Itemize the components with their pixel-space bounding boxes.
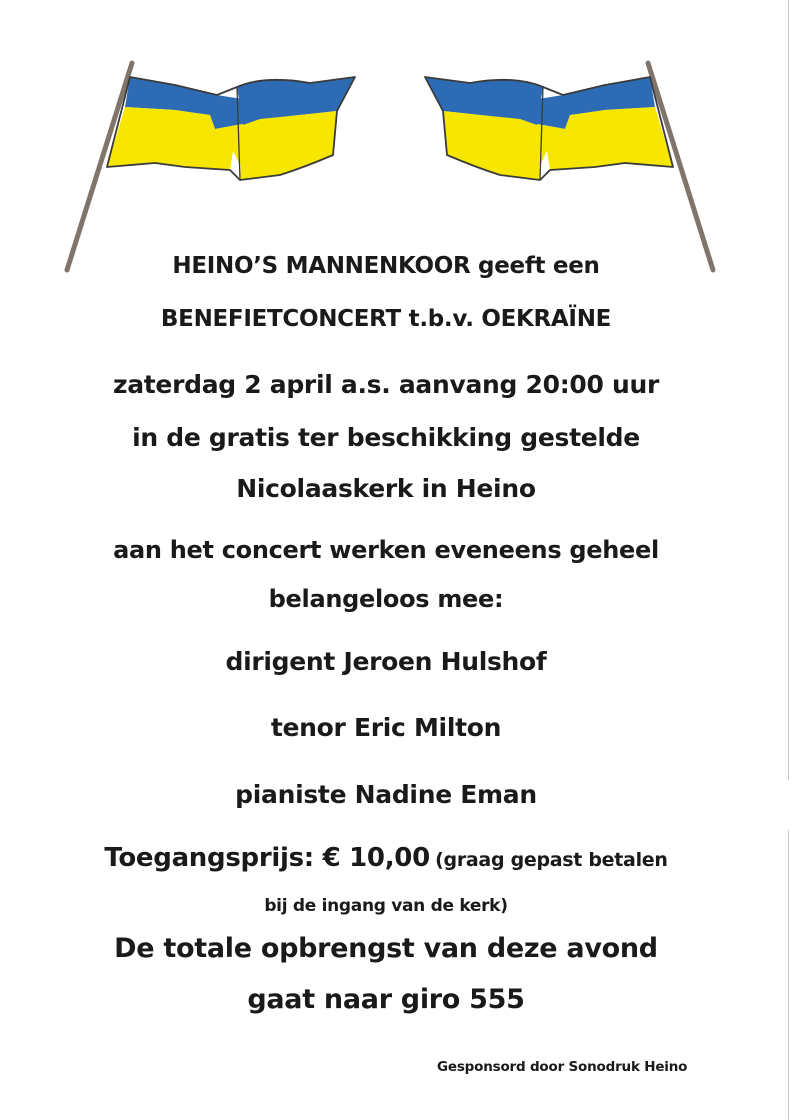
admission-line [0, 843, 772, 873]
admission-note-line-2: bij de ingang van de kerk) [264, 896, 508, 916]
ukraine-flag-left-icon [55, 55, 365, 280]
event-location-line-2: Nicolaaskerk in Heino [236, 474, 536, 503]
conductor: dirigent Jeroen Hulshof [225, 647, 547, 676]
page-edge-line [788, 0, 789, 780]
ukraine-flag-right-icon [415, 55, 725, 280]
pianist: pianiste Nadine Eman [235, 780, 537, 809]
admission-price: Toegangsprijs: € 10,00 [104, 843, 430, 873]
heading-line-2: BENEFIETCONCERT t.b.v. OEKRAÏNE [160, 306, 612, 332]
event-date: zaterdag 2 april a.s. aanvang 20:00 uur [112, 370, 660, 399]
heading-line-1: HEINO’S MANNENKOOR geeft een [172, 253, 600, 279]
performers-intro-line-1: aan het concert werken eveneens geheel [113, 536, 659, 564]
admission-note: (graag gepast betalen [435, 849, 668, 871]
proceeds-line-2: gaat naar giro 555 [247, 984, 525, 1015]
proceeds-line-1: De totale opbrengst van deze avond [114, 933, 658, 964]
event-location-line-1: in de gratis ter beschikking gestelde [132, 423, 640, 452]
sponsor-credit: Gesponsord door Sonodruk Heino [437, 1059, 688, 1075]
performers-intro-line-2: belangeloos mee: [268, 585, 504, 613]
tenor: tenor Eric Milton [270, 713, 502, 742]
page-edge-line [788, 830, 789, 1120]
